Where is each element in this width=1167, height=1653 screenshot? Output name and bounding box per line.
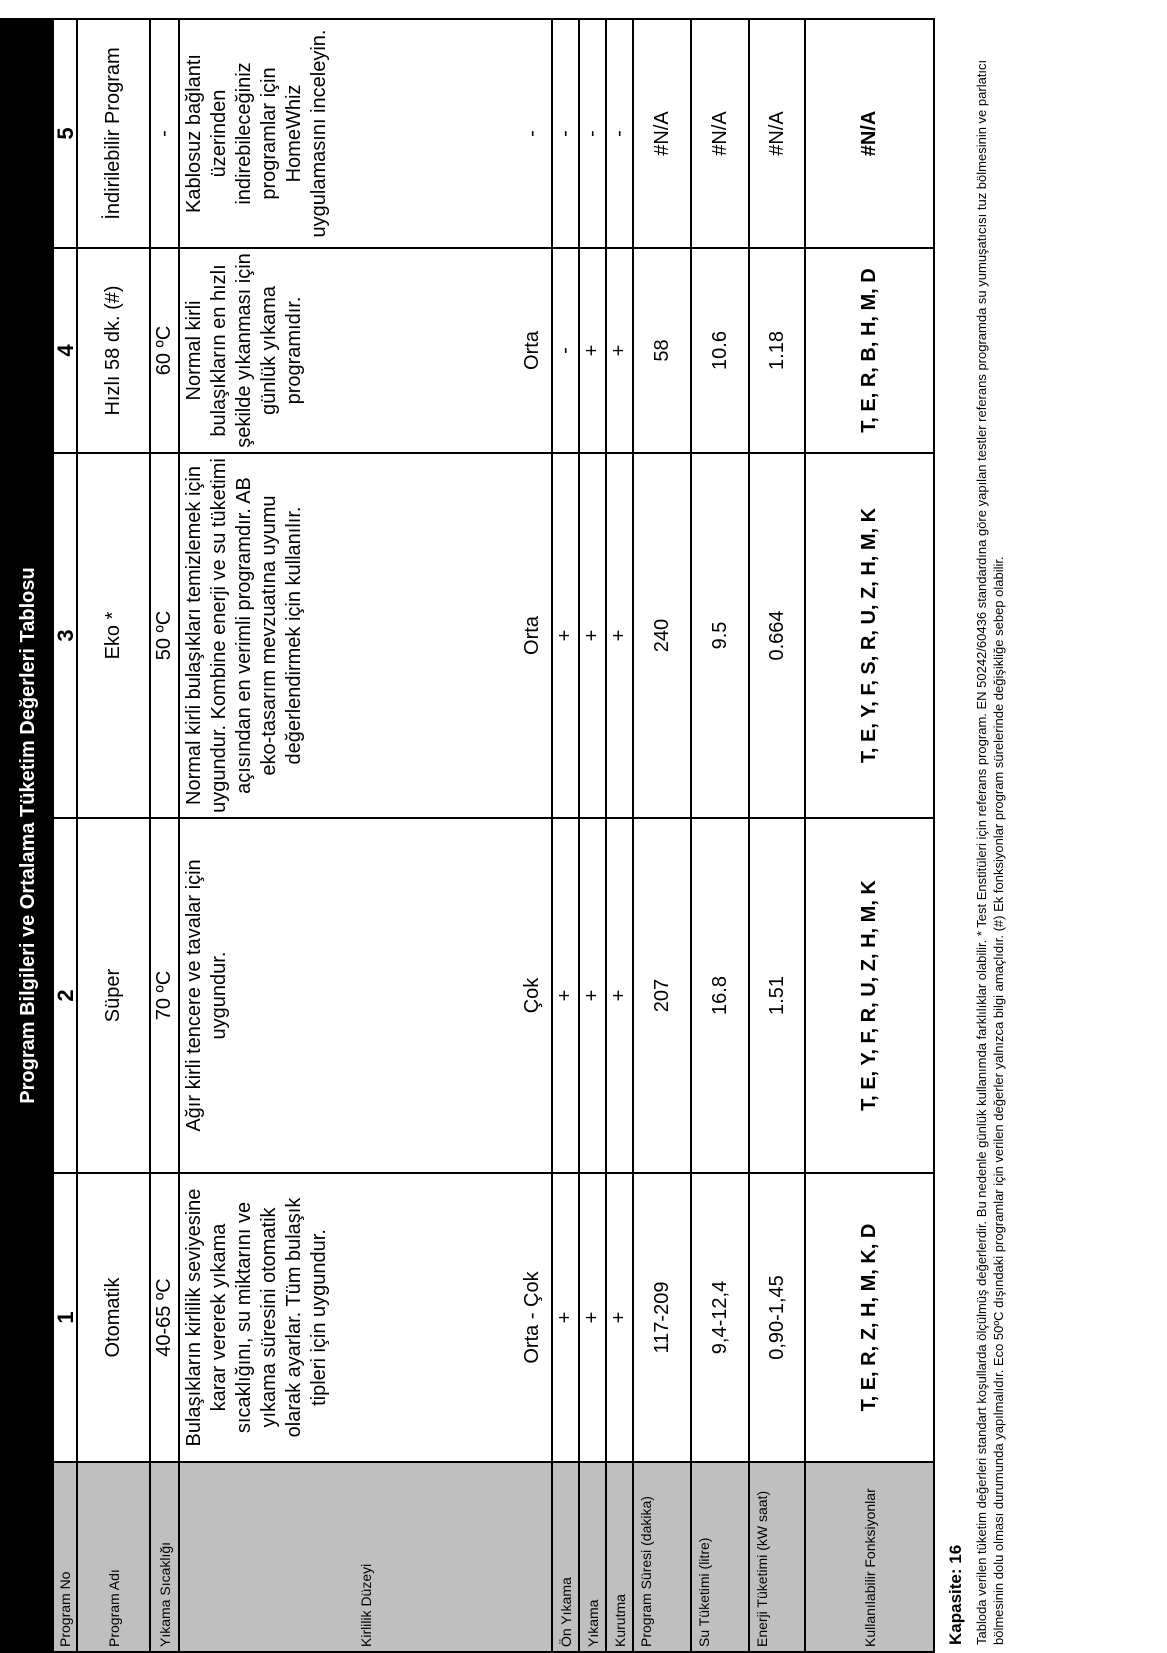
program-4-duration: 58 — [634, 247, 692, 452]
label-prewash: Ön Yıkama — [553, 1461, 580, 1651]
label-program-no: Program No — [54, 1461, 78, 1651]
program-3-temperature: 50 ºC — [151, 452, 180, 817]
program-2-wash: + — [580, 817, 607, 1172]
program-2-prewash: + — [553, 817, 580, 1172]
program-1-dry: + — [607, 1172, 634, 1461]
program-4-name: Hızlı 58 dk. (#) — [78, 247, 151, 452]
program-4-dry: + — [607, 247, 634, 452]
program-4-soil-level: Orta — [513, 247, 553, 452]
label-water: Su Tüketimi (litre) — [692, 1461, 750, 1651]
program-4-energy: 1.18 — [750, 247, 806, 452]
label-dry: Kurutma — [607, 1461, 634, 1651]
program-3-soil-level: Orta — [513, 452, 553, 817]
label-program-name: Program Adı — [78, 1461, 151, 1651]
program-1-description: Bulaşıkların kirlilik seviyesine karar vererek yıkama sıcaklığını, su miktarını ve yıkama süresini otomatik olarak ayarlar. Tüm bulaşık tipleri için uygundur. — [180, 1172, 513, 1461]
program-2-energy: 1.51 — [750, 817, 806, 1172]
program-1-water: 9,4-12,4 — [692, 1172, 750, 1461]
program-4-wash: + — [580, 247, 607, 452]
label-soil-level: Kirlilik Düzeyi — [180, 1461, 553, 1651]
footer-note: Tabloda verilen tüketim değerleri standart koşullarda ölçülmüş değerlerdir. Bu nedenle günlük kullanımda farklılıklar olabilir. * Test Enstitüleri için referans program. EN 50242/60436 standardına göre yapılan testler referans programda su yumuşatıcısı tuz bölmesinin ve parlatıcı bölmesinin dolu olması durumunda yapılmalıdır. Eco 50ºC dışındaki programlar için verilen değerler yalnızca bilgi amaçlıdır. (#) Ek fonksiyonlar program sürelerinde değişikliğe sebep olabilir. — [974, 59, 1006, 1645]
label-energy: Enerji Tüketimi (kW saat) — [750, 1461, 806, 1651]
program-3-energy: 0.664 — [750, 452, 806, 817]
program-3-description: Normal kirli bulaşıkları temizlemek için uygundur. Kombine enerji ve su tüketimi açısından en verimli programdır. AB eko-tasarım mevzuatına uyumu değerlendirmek için kullanılır. — [180, 452, 513, 817]
program-5-duration: #N/A — [634, 20, 692, 247]
program-2-functions: T, E, Y, F, R, U, Z, H, M, K — [806, 817, 933, 1172]
program-1-wash: + — [580, 1172, 607, 1461]
program-1-functions: T, E, R, Z, H, M, K, D — [806, 1172, 933, 1461]
label-duration: Program Süresi (dakika) — [634, 1461, 692, 1651]
program-3-prewash: + — [553, 452, 580, 817]
program-1-soil-level: Orta - Çok — [513, 1172, 553, 1461]
program-4-prewash: - — [553, 247, 580, 452]
program-5-dry: - — [607, 20, 634, 247]
program-2-duration: 207 — [634, 817, 692, 1172]
table-title: Program Bilgileri ve Ortalama Tüketim Değerleri Tablosu — [2, 20, 54, 1651]
program-5-temperature: - — [151, 20, 180, 247]
program-3-no: 3 — [54, 452, 78, 817]
program-4-functions: T, E, R, B, H, M, D — [806, 247, 933, 452]
program-1-name: Otomatik — [78, 1172, 151, 1461]
program-5-functions: #N/A — [858, 110, 880, 157]
label-functions: Kullanılabilir Fonksiyonlar — [806, 1461, 933, 1651]
program-1-temperature: 40-65 ºC — [151, 1172, 180, 1461]
program-3-wash: + — [580, 452, 607, 817]
program-4-water: 10.6 — [692, 247, 750, 452]
program-5-description: Kablosuz bağlantı üzerinden indirebileceğiniz programlar için HomeWhiz uygulamasını inceleyin. — [183, 29, 330, 238]
label-temperature: Yıkama Sıcaklığı — [151, 1461, 180, 1651]
program-5-name: İndirilebilir Program — [78, 20, 151, 247]
program-2-description: Ağır kirli tencere ve tavalar için uygundur. — [180, 817, 513, 1172]
program-4-description: Normal kirli bulaşıkların en hızlı şekilde yıkanması için günlük yıkama programıdır. — [180, 247, 513, 452]
program-1-energy: 0,90-1,45 — [750, 1172, 806, 1461]
program-3-dry: + — [607, 452, 634, 817]
program-3-functions: T, E, Y, F, S, R, U, Z, H, M, K — [806, 452, 933, 817]
program-5-wash: - — [580, 20, 607, 247]
program-2-temperature: 70 ºC — [151, 817, 180, 1172]
label-wash: Yıkama — [580, 1461, 607, 1651]
program-3-duration: 240 — [634, 452, 692, 817]
program-4-no: 4 — [54, 247, 78, 452]
program-2-name: Süper — [78, 817, 151, 1172]
program-1-prewash: + — [553, 1172, 580, 1461]
program-table — [0, 18, 935, 1653]
program-5-soil-level: - — [513, 20, 553, 247]
program-5-prewash: - — [553, 20, 580, 247]
program-5-energy: #N/A — [750, 20, 806, 247]
program-1-no: 1 — [54, 1172, 78, 1461]
program-5-no: 5 — [54, 20, 78, 247]
program-2-dry: + — [607, 817, 634, 1172]
program-1-duration: 117-209 — [634, 1172, 692, 1461]
program-3-water: 9.5 — [692, 452, 750, 817]
capacity-label: Kapasite: 16 — [946, 1544, 965, 1645]
program-2-water: 16.8 — [692, 817, 750, 1172]
program-2-soil-level: Çok — [513, 817, 553, 1172]
program-3-name: Eko * — [78, 452, 151, 817]
program-2-no: 2 — [54, 817, 78, 1172]
program-4-temperature: 60 ºC — [151, 247, 180, 452]
program-5-water: #N/A — [692, 20, 750, 247]
